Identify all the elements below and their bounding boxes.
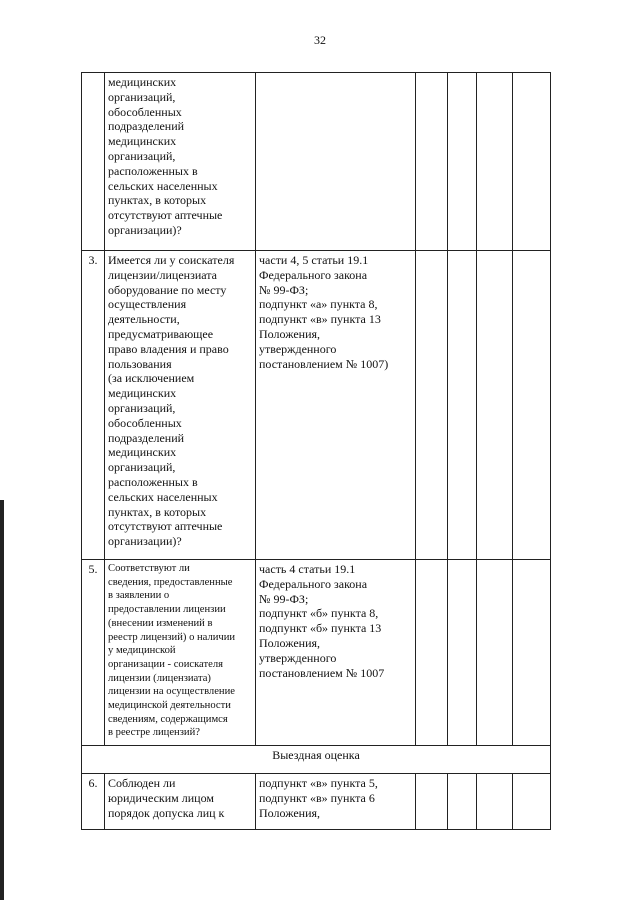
table-row (82, 73, 551, 251)
question-text: Соответствуют ли сведения, предоставленные в заявлении о предоставлении лицензии (внесении изменений в реестр лицензий) о наличии у медицинской организации - соискателя лицензии (лицензиата) лицензии на осуществление медицинской деятельности сведениям, содержащимся в реестре лицензий? (105, 560, 256, 746)
answer-cell-note (513, 251, 551, 560)
legal-basis-text: части 4, 5 статьи 19.1 Федерального закона № 99-ФЗ; подпункт «а» пункта 8, подпункт «в» пункта 13 Положения, утвержденного постановлением № 1007) (256, 251, 416, 560)
section-row (82, 746, 551, 774)
table-row (82, 251, 551, 560)
legal-basis-text: часть 4 статьи 19.1 Федерального закона № 99-ФЗ; подпункт «б» пункта 8, подпункт «б» пункта 13 Положения, утвержденного постановлением № 1007 (256, 560, 416, 746)
row-number: 5. (82, 560, 105, 746)
answer-cell-yes (416, 774, 448, 830)
answer-cell-yes (416, 560, 448, 746)
answer-cell-note (513, 774, 551, 830)
answer-cell-na (477, 251, 513, 560)
answer-cell-no (448, 560, 477, 746)
answer-cell-no (448, 774, 477, 830)
question-text: медицинских организаций, обособленных подразделений медицинских организаций, расположенных в сельских населенных пунктах, в которых отсутствуют аптечные организации)? (105, 73, 256, 251)
question-text: Соблюден ли юридическим лицом порядок допуска лиц к (105, 774, 256, 830)
answer-cell-yes (416, 251, 448, 560)
answer-cell-note (513, 560, 551, 746)
table-row (82, 560, 551, 746)
question-text: Имеется ли у соискателя лицензии/лицензиата оборудование по месту осуществления деятельности, предусматривающее право владения и право пользования (за исключением медицинских организаций, обособленных подразделений медицинских организаций, расположенных в сельских населенных пунктах, в которых отсутствуют аптечные организации)? (105, 251, 256, 560)
answer-cell-note (513, 73, 551, 251)
answer-cell-no (448, 251, 477, 560)
legal-basis-text (256, 73, 416, 251)
answer-cell-na (477, 560, 513, 746)
table-row (82, 774, 551, 830)
answer-cell-no (448, 73, 477, 251)
row-number: 6. (82, 774, 105, 830)
row-number (82, 73, 105, 251)
answer-cell-na (477, 774, 513, 830)
legal-basis-text: подпункт «в» пункта 5, подпункт «в» пункта 6 Положения, (256, 774, 416, 830)
scan-edge-mark (0, 500, 4, 900)
page-number: 32 (314, 33, 326, 47)
answer-cell-yes (416, 73, 448, 251)
checklist-table (81, 72, 551, 830)
row-number: 3. (82, 251, 105, 560)
section-heading: Выездная оценка (82, 746, 551, 774)
answer-cell-na (477, 73, 513, 251)
